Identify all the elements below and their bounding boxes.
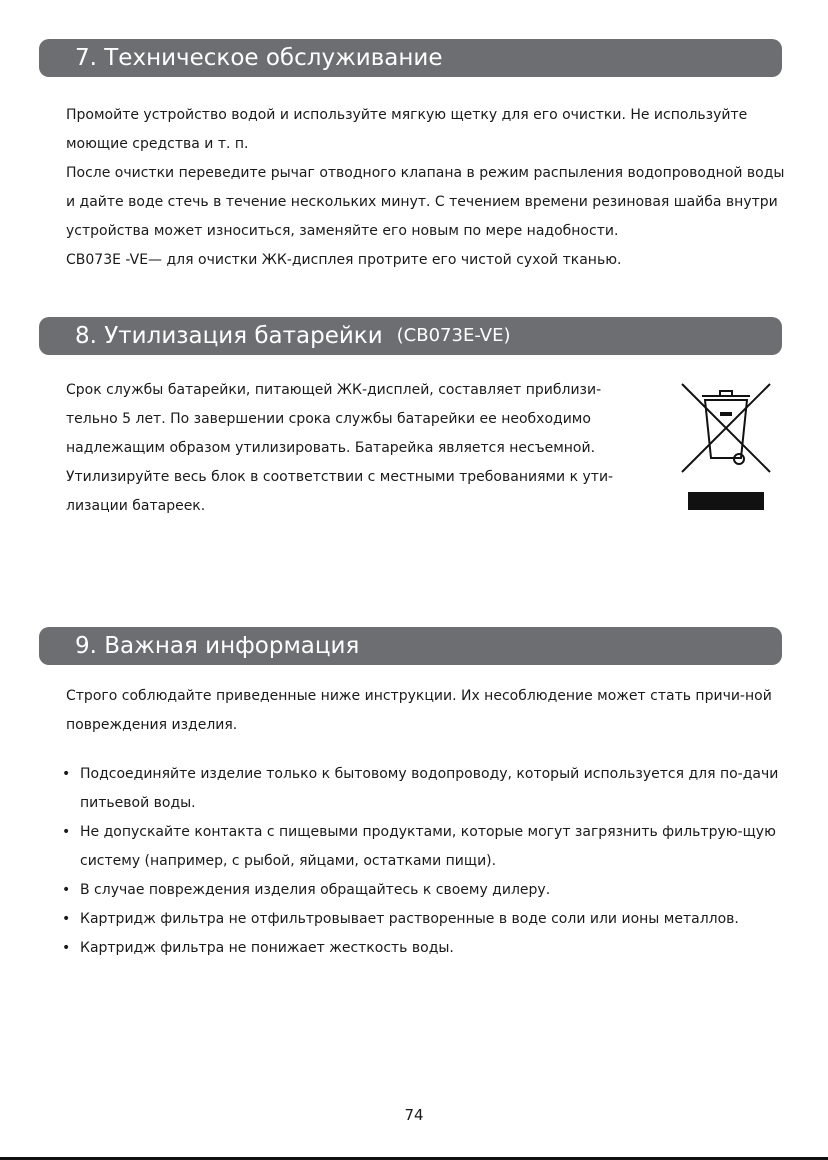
list-item-text: Картридж фильтра не понижает жесткость воды. — [80, 940, 454, 956]
bullet-marker: • — [62, 940, 71, 956]
battery-text — [66, 376, 646, 521]
maintenance-paragraph-3: CB073E -VE— для очистки ЖК-дисплея протрите его чистой сухой тканью. — [66, 252, 622, 268]
important-bullet-list — [62, 760, 794, 963]
page-number: 74 — [404, 1106, 424, 1124]
section-header-important — [39, 627, 782, 665]
bullet-marker: • — [62, 911, 71, 927]
section-title-battery: 8. Утилизация батарейки — [75, 323, 383, 349]
list-item — [62, 934, 794, 963]
section-title-important: 9. Важная информация — [75, 633, 360, 659]
crossed-out-wheeled-bin-icon — [676, 378, 776, 478]
section-model-battery: (CB073E-VE) — [396, 325, 511, 346]
list-item — [62, 905, 794, 934]
battery-paragraph: Срок службы батарейки, питающей ЖК-дисплей, составляет приблизи-тельно 5 лет. По завершении срока службы батарейки ее необходимо надлежащим образом утилизировать. Батарейка является несъемной. Утилизируйте весь блок в соответствии с местными требованиями к ути-лизации батареек. — [66, 382, 614, 514]
important-intro — [66, 682, 791, 740]
weee-black-bar — [688, 492, 764, 510]
list-item-text: Картридж фильтра не отфильтровывает растворенные в воде соли или ионы металлов. — [80, 911, 739, 927]
section-title-maintenance: 7. Техническое обслуживание — [75, 45, 443, 71]
maintenance-text — [66, 101, 791, 275]
maintenance-paragraph-2: После очистки переведите рычаг отводного клапана в режим распыления водопроводной воды и дайте воде стечь в течение нескольких минут. С течением времени резиновая шайба внутри устройства может износиться, заменяйте его новым по мере надобности. — [66, 165, 785, 239]
list-item — [62, 876, 794, 905]
list-item — [62, 818, 794, 876]
bullet-marker: • — [62, 824, 71, 840]
list-item-text: Не допускайте контакта с пищевыми продуктами, которые могут загрязнить фильтрую-щую систему (например, с рыбой, яйцами, остатками пищи). — [80, 824, 776, 869]
list-item — [62, 760, 794, 818]
important-intro-text: Строго соблюдайте приведенные ниже инструкции. Их несоблюдение может стать причи-ной повреждения изделия. — [66, 688, 772, 733]
list-item-text: Подсоединяйте изделие только к бытовому водопроводу, который используется для по-дачи питьевой воды. — [80, 766, 779, 811]
section-header-maintenance — [39, 39, 782, 77]
maintenance-paragraph-1: Промойте устройство водой и используйте мягкую щетку для его очистки. Не используйте моющие средства и т. п. — [66, 107, 748, 152]
bullet-marker: • — [62, 766, 71, 782]
bullet-marker: • — [62, 882, 71, 898]
list-item-text: В случае повреждения изделия обращайтесь к своему дилеру. — [80, 882, 551, 898]
section-header-battery — [39, 317, 782, 355]
